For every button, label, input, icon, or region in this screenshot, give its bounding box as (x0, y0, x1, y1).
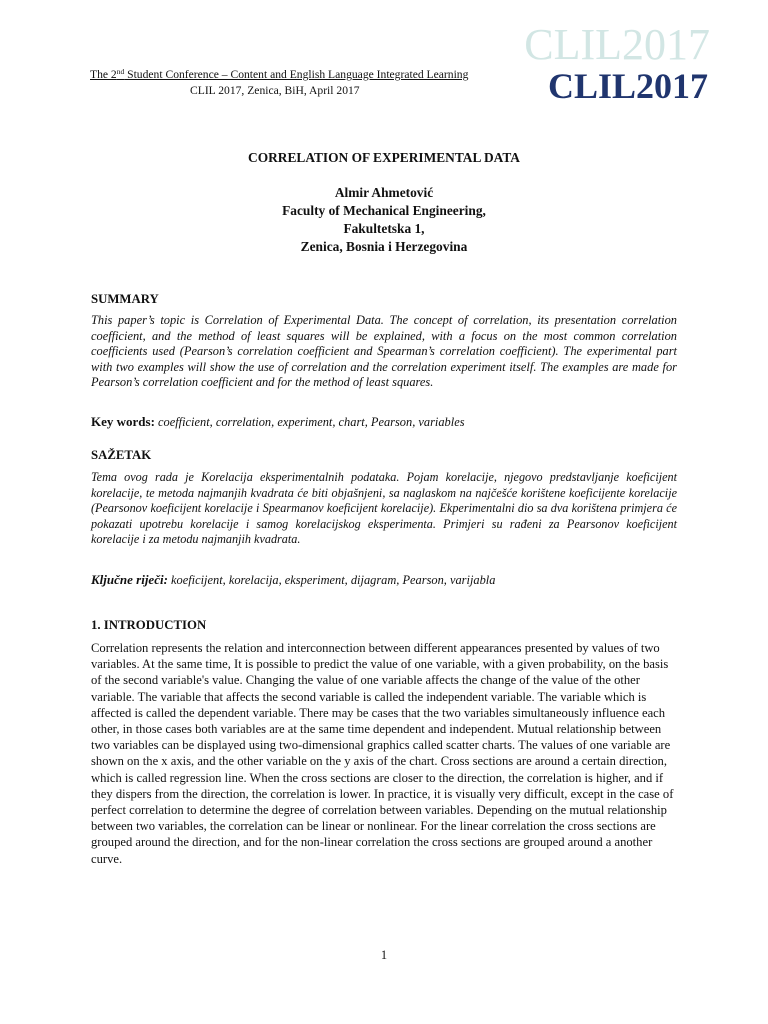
logo-main-text: CLIL2017 (547, 66, 708, 106)
keywords-label: Key words: (91, 414, 155, 429)
conference-prefix: The 2 (90, 68, 117, 81)
conference-rest: Student Conference – Content and English Language Integrated Learning (124, 68, 469, 81)
conference-location-date: CLIL 2017, Zenica, BiH, April 2017 (190, 84, 360, 97)
author-name: Almir Ahmetović (334, 185, 434, 200)
author-city: Zenica, Bosnia i Herzegovina (300, 239, 468, 254)
keywords-values: coefficient, correlation, experiment, chart, Pearson, variables (158, 415, 465, 429)
clil-logo (505, 20, 710, 112)
author-street: Fakultetska 1, (343, 221, 425, 236)
conference-name (90, 68, 514, 82)
logo-watermark: CLIL2017 (524, 20, 710, 69)
introduction-text: Correlation represents the relation and interconnection between different appearances presented by values of two variables. At the same time, It is possible to predict the value of one variable, with a given probability, on the basis of the second variable's value. Changing the value of one variable affects the change of the value of the other variable. The variable that affects the second variable is called the independent variable. The variable which is affected is called the dependent variable. There may be cases that the two variables simultaneously influence each other, in those cases both variables are at the same time dependent and independent. Mutual relationship between two variables can be displayed using two-dimensional graphics called scatter charts. The values of one variable are shown on the x axis, and the other variable on the y axis of the chart. Cross sections are around a certain direction, which is called regression line. When the cross sections are closer to the direction, the correlation is higher, and if they dispers from the direction, the correlation is lower. In practice, it is visually very difficult, except in the case of perfect correlation to determine the degree of correlation between variables. Depending on the mutual relationship between two variables, the correlation can be linear or nonlinear. For the linear correlation the cross sections are grouped around the direction, and for the non-linear correlation the cross sections are grouped around a another curve. (91, 641, 674, 866)
summary-heading: SUMMARY (91, 292, 159, 306)
summary-text: This paper’s topic is Correlation of Experimental Data. The concept of correlation, its presentation correlation coefficient, and the method of least squares will be explained, with a focus on the most common correlation coefficients used (Pearson’s correlation coefficient and Spearman’s correlation coefficient). The experimental part with two examples will show the use of correlation and the correlation experiment itself. The examples are made for Pearson’s correlation coefficient and for the method of least squares. (91, 313, 677, 389)
sazetak-text: Tema ovog rada je Korelacija eksperimentalnih podataka. Pojam korelacije, njegovo predstavljanje koeficijent korelacije, te metoda najmanjih kvadrata će biti objašnjeni, sa naglaskom na najčešće korištene koeficijente korelacije (Pearsonov koeficijent korelacije i Spearmanov koeficijent korelacije). Ekperimentalni dio sa dva korištena primjera će pokazati upotrebu korelacije i samog korelacijskog eksperimenta. Primjeri su rađeni za Pearsonov koeficijent korelacije i za metodu najmanjih kvadrata. (91, 470, 677, 546)
author-block (0, 184, 768, 256)
introduction-heading: 1. INTRODUCTION (91, 618, 207, 632)
kljucne-rijeci-values: koeficijent, korelacija, eksperiment, dijagram, Pearson, varijabla (171, 573, 496, 587)
conference-ordinal: nd (116, 67, 125, 76)
page-number: 1 (380, 948, 388, 962)
summary-keywords (91, 414, 677, 430)
paper-title: CORRELATION OF EXPERIMENTAL DATA (248, 150, 520, 165)
sazetak-keywords (91, 572, 677, 588)
author-affiliation: Faculty of Mechanical Engineering, (282, 203, 486, 218)
sazetak-heading: SAŽETAK (91, 448, 152, 462)
kljucne-rijeci-label: Ključne riječi: (91, 572, 168, 587)
